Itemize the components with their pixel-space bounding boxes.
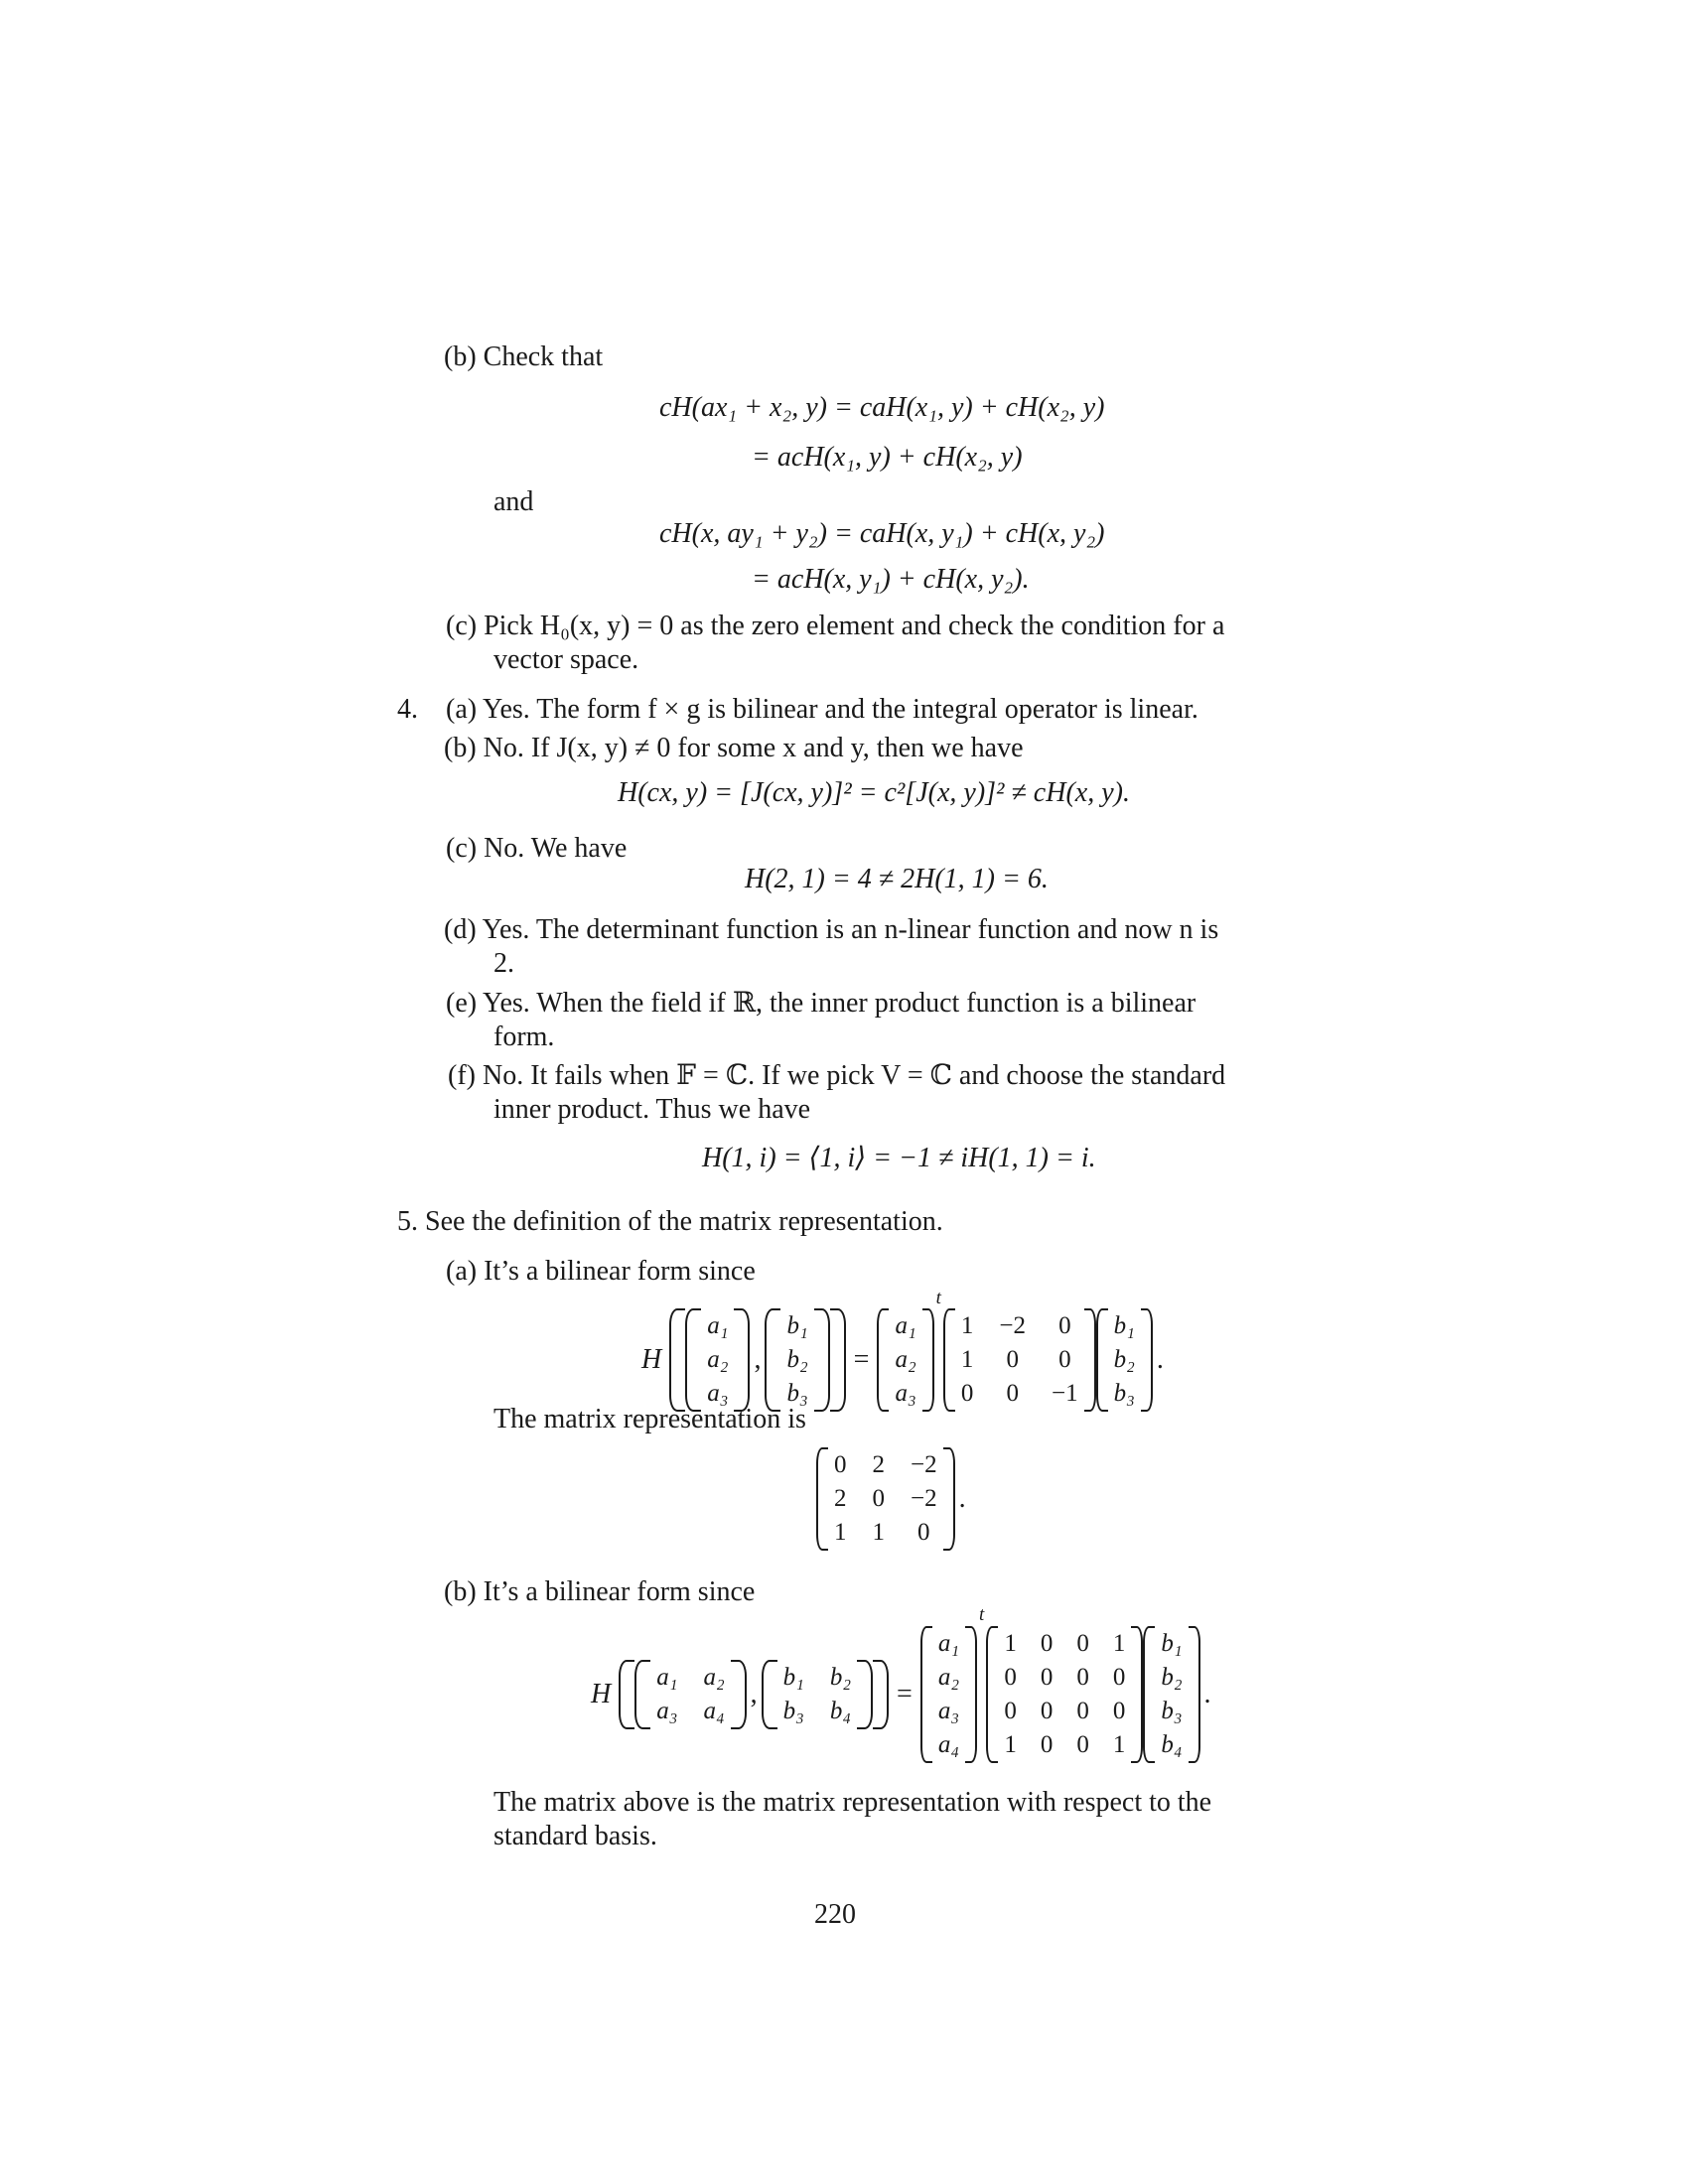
matrix-cell: b₃: [786, 1380, 808, 1407]
question-5b: (b) It’s a bilinear form since: [444, 1576, 756, 1607]
matrix-cell: a₃: [895, 1380, 916, 1407]
matrix-cell: a₁: [937, 1630, 960, 1657]
question-4f-line-1: (f) No. It fails when 𝔽 = ℂ. If we pick V = ℂ and choose the standard: [448, 1060, 1226, 1091]
matrix-cell: 0: [1040, 1664, 1054, 1691]
matrix-cell: b₁: [1161, 1630, 1183, 1657]
matrix-cell: 0: [872, 1485, 885, 1512]
matrix-cell: 0: [1076, 1630, 1089, 1657]
matrix-cell: −2: [911, 1451, 937, 1478]
question-4e-line-2: form.: [493, 1022, 555, 1052]
question-4d-line-1: (d) Yes. The determinant function is an n-linear function and now n is: [444, 914, 1219, 945]
matrix-cell: b₁: [786, 1312, 808, 1339]
matrix-cell: a₁: [707, 1312, 729, 1339]
and-text: and: [493, 486, 534, 517]
equation-4b: H(cx, y) = [J(cx, y)]² = c²[J(x, y)]² ≠ cH(x, y).: [618, 777, 1130, 808]
matrix-cell: 1: [1112, 1731, 1126, 1758]
matrix-cell: a₃: [937, 1698, 960, 1724]
matrix-b: [762, 1660, 873, 1729]
coefficient-matrix: [986, 1626, 1143, 1763]
representation-matrix-5a: [816, 1447, 966, 1551]
matrix-cell: a₃: [707, 1380, 729, 1407]
transpose-mark: t: [979, 1604, 985, 1625]
period: .: [1156, 1344, 1164, 1375]
equation-1-line-2: = acH(x₁, y) + cH(x₂, y): [752, 442, 1023, 473]
equals-sign: =: [897, 1679, 913, 1709]
matrix-cell: a₃: [656, 1698, 678, 1724]
question-4-number: 4.: [397, 694, 418, 725]
matrix-cell: 0: [1006, 1380, 1019, 1407]
matrix-cell: 0: [1076, 1731, 1089, 1758]
matrix-cell: a₄: [703, 1698, 725, 1724]
matrix-cell: 2: [834, 1485, 847, 1512]
matrix-cell: −1: [1052, 1380, 1078, 1407]
vector-a-transposed: [877, 1308, 933, 1412]
matrix-cell: 0: [1006, 1346, 1019, 1373]
matrix-cell: 1: [960, 1346, 974, 1373]
matrix-cell: b₃: [1113, 1380, 1135, 1407]
vector-b-right: [1143, 1626, 1199, 1763]
matrix-cell: 2: [872, 1451, 885, 1478]
matrix-equation-5a: [633, 1288, 1164, 1412]
page-number: 220: [814, 1899, 856, 1930]
outer-parens: [619, 1660, 889, 1729]
vector-b: [765, 1308, 829, 1412]
matrix-cell: 0: [1058, 1346, 1071, 1373]
matrix-cell: b₃: [782, 1698, 804, 1724]
matrix-cell: 0: [834, 1451, 847, 1478]
matrix-cell: b₂: [829, 1664, 852, 1691]
question-4b: (b) No. If J(x, y) ≠ 0 for some x and y, then we have: [444, 733, 1024, 763]
matrix-cell: 0: [917, 1519, 930, 1546]
matrix-cell: b₂: [786, 1346, 808, 1373]
matrix-cell: 0: [1076, 1698, 1089, 1724]
part-b-check: (b) Check that: [444, 341, 604, 372]
matrix-cell: 1: [1112, 1630, 1126, 1657]
matrix-cell: 0: [1040, 1630, 1054, 1657]
equation-2-line-2: = acH(x, y₁) + cH(x, y₂).: [752, 564, 1030, 595]
matrix-cell: a₁: [895, 1312, 916, 1339]
question-4c: (c) No. We have: [446, 833, 628, 864]
period: .: [1203, 1679, 1211, 1709]
vector-b-right: [1096, 1308, 1153, 1412]
matrix-cell: 0: [1112, 1698, 1126, 1724]
matrix-cell: 0: [1040, 1698, 1054, 1724]
matrix-cell: −2: [999, 1312, 1027, 1339]
question-4a: (a) Yes. The form f × g is bilinear and the integral operator is linear.: [446, 694, 1198, 725]
matrix-cell: b₄: [829, 1698, 852, 1724]
h-symbol: H: [641, 1344, 662, 1375]
matrix-cell: b₄: [1161, 1731, 1183, 1758]
outer-parens: [669, 1308, 845, 1412]
left-paren: [669, 1308, 685, 1412]
question-4e-line-1: (e) Yes. When the field if ℝ, the inner product function is a bilinear: [446, 988, 1196, 1019]
matrix-cell: 0: [1004, 1698, 1017, 1724]
question-5a: (a) It’s a bilinear form since: [446, 1256, 756, 1287]
matrix-cell: a₄: [937, 1731, 960, 1758]
matrix-equation-5b: [583, 1604, 1211, 1763]
matrix-cell: a₂: [937, 1664, 960, 1691]
matrix-cell: b₂: [1113, 1346, 1135, 1373]
equation-4f: H(1, i) = ⟨1, i⟩ = −1 ≠ iH(1, 1) = i.: [702, 1143, 1096, 1173]
matrix-cell: 0: [1058, 1312, 1071, 1339]
matrix-cell: 0: [1004, 1664, 1017, 1691]
matrix-cell: 1: [1004, 1731, 1017, 1758]
comma: ,: [750, 1679, 758, 1709]
matrix-cell: b₁: [782, 1664, 804, 1691]
question-4d-line-2: 2.: [493, 948, 514, 979]
transpose-mark: t: [935, 1288, 941, 1308]
equals-sign: =: [853, 1344, 870, 1375]
question-4f-line-2: inner product. Thus we have: [493, 1094, 811, 1125]
matrix-cell: −2: [911, 1485, 937, 1512]
h-symbol: H: [591, 1679, 612, 1709]
matrix-cell: 1: [834, 1519, 847, 1546]
matrix-cell: 1: [1004, 1630, 1017, 1657]
vector-a-transposed: [920, 1626, 977, 1763]
vector-a: [685, 1308, 750, 1412]
part-c-line-2: vector space.: [493, 644, 639, 675]
matrix-cell: a₂: [895, 1346, 916, 1373]
question-5b-end-line-1: The matrix above is the matrix representation with respect to the: [493, 1787, 1212, 1818]
matrix-cell: a₂: [703, 1664, 725, 1691]
matrix-a: [634, 1660, 746, 1729]
matrix-cell: 0: [1076, 1664, 1089, 1691]
period: .: [958, 1483, 966, 1514]
equation-4c: H(2, 1) = 4 ≠ 2H(1, 1) = 6.: [745, 864, 1049, 894]
matrix-cell: 1: [960, 1312, 974, 1339]
matrix-cell: b₁: [1113, 1312, 1135, 1339]
matrix-cell: 0: [1040, 1731, 1054, 1758]
coefficient-matrix: [943, 1308, 1096, 1412]
comma: ,: [754, 1344, 762, 1375]
matrix-cell: b₃: [1161, 1698, 1183, 1724]
matrix-cell: 1: [872, 1519, 885, 1546]
part-c-line-1: (c) Pick H₀(x, y) = 0 as the zero element and check the condition for a: [446, 611, 1225, 641]
matrix-cell: a₂: [707, 1346, 729, 1373]
right-paren: [830, 1308, 846, 1412]
question-5: 5. See the definition of the matrix representation.: [397, 1206, 943, 1237]
question-5b-end-line-2: standard basis.: [493, 1821, 657, 1851]
equation-2-line-1: cH(x, ay₁ + y₂) = caH(x, y₁) + cH(x, y₂): [659, 518, 1105, 549]
matrix-cell: 0: [960, 1380, 974, 1407]
matrix-cell: 0: [1112, 1664, 1126, 1691]
matrix-cell: b₂: [1161, 1664, 1183, 1691]
matrix-representation-label: The matrix representation is: [493, 1404, 806, 1434]
matrix-cell: a₁: [656, 1664, 678, 1691]
equation-1-line-1: cH(ax₁ + x₂, y) = caH(x₁, y) + cH(x₂, y): [659, 392, 1105, 423]
